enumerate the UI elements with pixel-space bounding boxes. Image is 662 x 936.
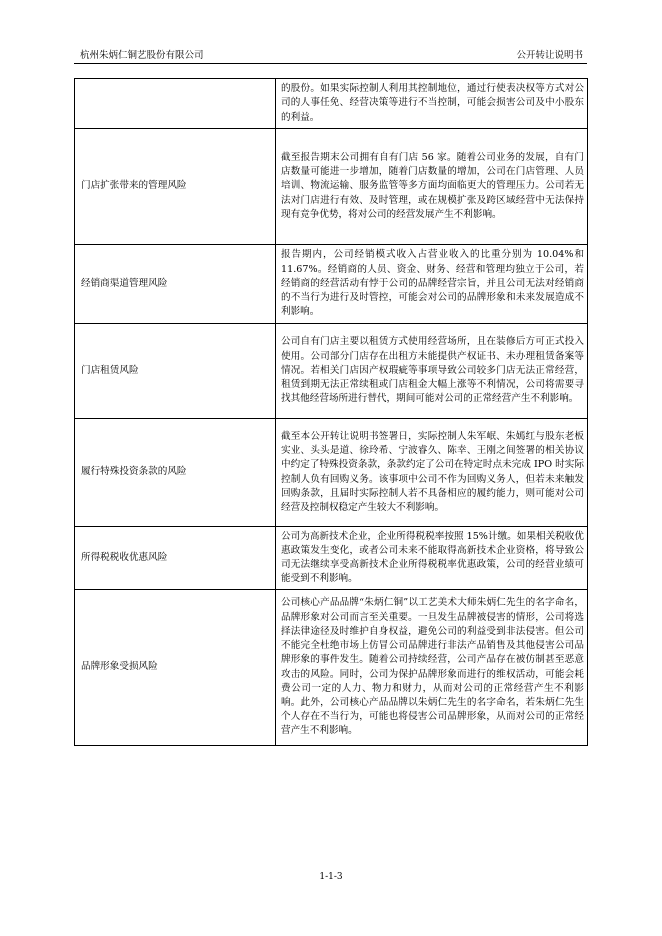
risk-description-cell: 公司核心产品品牌“朱炳仁铜”以工艺美术大师朱炳仁先生的名字命名，品牌形象对公司而言至关重要。一旦发生品牌被侵害的情形，公司将选择法律途径及时维护自身权益，避免公司的利益受到非法侵害。但公司不能完全杜绝市场上仿冒公司品牌进行非法产品销售及其他侵害公司品牌形象的事件发生。随着公司持续经营，公司产品存在被仿制甚至恶意攻击的风险。同时，公司为保护品牌形象而进行的维权活动，可能会耗费公司一定的人力、物力和财力，从而对公司的正常经营产生不利影响。此外，公司核心产品品牌以朱炳仁先生的名字命名，若朱炳仁先生个人存在不当行为，可能也将侵害公司品牌形象，从而对公司的正常经营产生不利影响。 <box>276 590 588 746</box>
risk-name-cell: 履行特殊投资条款的风险 <box>75 419 276 527</box>
risk-description-cell: 截至本公开转让说明书签署日，实际控制人朱军岷、朱嫣红与股东老板实业、头头是道、徐玲希、宁波睿久、陈幸、王刚之间签署的相关协议中约定了特殊投资条款，条款约定了公司在特定时点未完成 IPO 时实际控制人负有回购义务。该事项中公司不作为回购义务人，但若未来触发回购条款，且届时实际控制人若不具备相应的履约能力，则可能对公司经营及控制权稳定产生较大不利影响。 <box>276 419 588 527</box>
page-number: 1-1-3 <box>319 872 343 882</box>
header-company-name: 杭州朱炳仁铜艺股份有限公司 <box>80 50 204 61</box>
risk-description-cell: 报告期内，公司经销模式收入占营业收入的比重分别为 10.04%和 11.67%。经销商的人员、资金、财务、经营和管理均独立于公司，若经销商的经营活动有悖于公司的品牌经营宗旨，并且公司无法对经销商的不当行为进行及时管控，可能会对公司的品牌形象和未来发展造成不利影响。 <box>276 245 588 324</box>
table-row <box>75 590 588 746</box>
risk-name-cell <box>75 79 276 129</box>
risk-name-cell: 品牌形象受损风险 <box>75 590 276 746</box>
table-row <box>75 79 588 129</box>
risk-factors-table <box>74 78 588 746</box>
header-document-title: 公开转让说明书 <box>516 50 583 61</box>
table-row <box>75 324 588 419</box>
risk-name-cell: 所得税税收优惠风险 <box>75 527 276 590</box>
risk-description-cell: 公司自有门店主要以租赁方式使用经营场所，且在装修后方可正式投入使用。公司部分门店存在出租方未能提供产权证书、未办理租赁备案等情况。若相关门店因产权瑕疵等事项导致公司较多门店无法正常经营，租赁到期无法正常续租或门店租金大幅上涨等不利情况，公司将需要寻找其他经营场所进行替代，期间可能对公司的正常经营产生不利影响。 <box>276 324 588 419</box>
table-row <box>75 527 588 590</box>
risk-name-cell: 门店扩张带来的管理风险 <box>75 129 276 245</box>
risk-description-cell: 截至报告期末公司拥有自有门店 56 家。随着公司业务的发展，自有门店数量可能进一步增加，随着门店数量的增加，公司在门店管理、人员培训、物流运输、服务监管等多方面均面临更大的管理压力。公司若无法对门店进行有效、及时管理，或在规模扩张及跨区域经营中无法保持现有竞争优势，将对公司的经营发展产生不利影响。 <box>276 129 588 245</box>
table-row <box>75 129 588 245</box>
table-row <box>75 245 588 324</box>
risk-description-cell: 的股份。如果实际控制人利用其控制地位，通过行使表决权等方式对公司的人事任免、经营决策等进行不当控制，可能会损害公司及中小股东的利益。 <box>276 79 588 129</box>
risk-name-cell: 经销商渠道管理风险 <box>75 245 276 324</box>
risk-name-cell: 门店租赁风险 <box>75 324 276 419</box>
page-header <box>74 41 587 64</box>
risk-description-cell: 公司为高新技术企业，企业所得税税率按照 15%计缴。如果相关税收优惠政策发生变化，或者公司未来不能取得高新技术企业资格，将导致公司无法继续享受高新技术企业所得税税率优惠政策，公司的经营业绩可能受到不利影响。 <box>276 527 588 590</box>
table-row <box>75 419 588 527</box>
